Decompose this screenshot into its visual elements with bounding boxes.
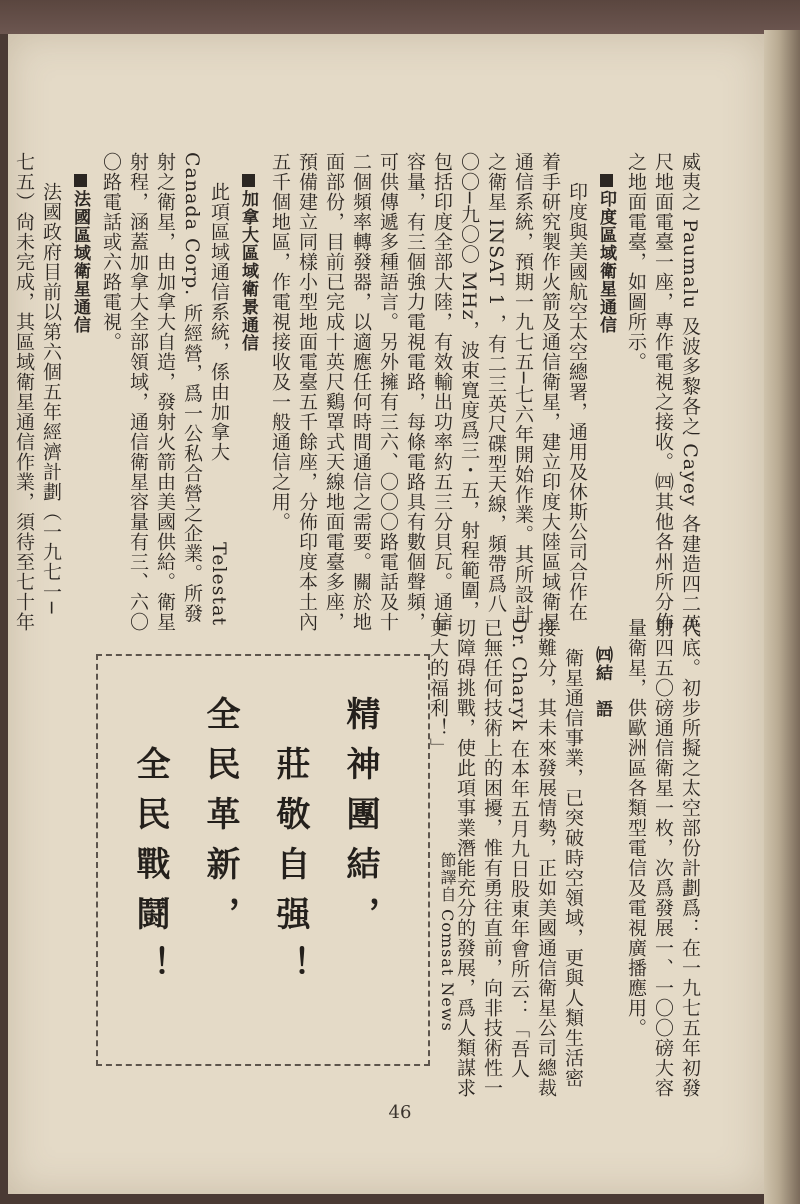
continued-col: 代底。初步所擬之太空部份計劃爲：在一九七五年初發 [679, 618, 701, 1098]
conclusion-col: Dr. Charyk 在本年五月九日股東年會所云：「吾人 [508, 618, 530, 1079]
canada-col: Canada Corp. 所經營，爲一公私合營之企業。所發 [181, 152, 203, 624]
india-col: 印度與美國航空太空總署，通用及休斯公司合作在 [566, 182, 588, 622]
india-col: 包括印度全部大陸，有效輸出功率約五三分貝瓦。通信 [431, 152, 453, 632]
conclusion-col: 已無任何技術上的困擾，惟有勇往直前，向非技術性一 [481, 618, 503, 1098]
heading-text: 加拿大區域衛景通信 [238, 190, 258, 352]
india-col: 可供傳遞多種語言。另外擁有三六、〇〇〇路電話及十 [377, 152, 399, 632]
continued-col: 射四五〇磅通信衛星一枚，次爲發展一、一〇〇磅大容 [652, 618, 674, 1098]
india-col: 之衛星 INSAT 1 ，有二三英尺碟型天線，頻帶爲八 [485, 152, 507, 614]
conclusion-col: 切障碍挑戰，使此項事業潛能充分的發展，爲人類謀求 [454, 618, 476, 1098]
india-col: 面部份，目前已完成十英尺鷄罩式天線地面電臺多座， [323, 152, 345, 632]
book-spine [764, 30, 800, 1204]
canada-col: 射程，涵蓋加拿大全部領域，通信衛星容量有三、六〇 [127, 152, 149, 632]
india-col: 着手研究製作火箭及通信衛星，建立印度大陸區域衛星 [539, 152, 561, 632]
canada-col: 此項區域通信系統，係由加拿大 Telestat [208, 182, 230, 627]
page-number: 46 [388, 1102, 412, 1123]
india-col: 預備建立同樣小型地面電臺五千餘座，分佈印度本土內 [296, 152, 318, 632]
india-col: 容量，有三個強力電視電路，每條電路具有數個聲頻， [404, 152, 426, 632]
heading-marker-icon [600, 174, 613, 187]
slogan-line: 全民戰鬪！ [130, 746, 170, 996]
section-heading-india [592, 174, 619, 334]
india-col: 二個頻率轉發器，以適應任何時間通信之需要。關於地 [350, 152, 372, 632]
conclusion-col: 更大的福利！」 [427, 618, 449, 758]
section-heading-conclusion: ㈣結 語 [592, 646, 612, 718]
text-column: 之地面電臺，如圖所示。 [625, 152, 647, 372]
slogan-line: 莊敬自强！ [270, 746, 310, 996]
section-heading-canada [234, 174, 261, 352]
india-col: 〇〇─九〇〇 MHz，波束寬度爲三・五，射程範圍， [458, 152, 480, 621]
canada-col: 射之衛星，由加拿大自造，發射火箭由美國供給。衛星 [154, 152, 176, 632]
france-col: 法國政府目前以第六個五年經濟計劃（一九七一─ [40, 182, 62, 615]
india-col: 通信系統，預期一九七五─七六年開始作業。其所設計 [512, 152, 534, 625]
book-cover-edge [0, 0, 800, 34]
slogan-line: 全民革新， [200, 696, 240, 946]
heading-marker-icon [74, 174, 87, 187]
slogan-box [96, 654, 430, 1066]
slogan-line: 精神團結， [340, 696, 380, 946]
section-heading-france [66, 174, 93, 334]
conclusion-col: 接難分，其未來發展情勢，正如美國通信衛星公司總裁 [535, 618, 557, 1098]
france-col: 七五）尙未完成，其區域衛星通信作業，須待至七十年 [13, 152, 35, 632]
book-page [8, 34, 764, 1194]
text-column: 尺地面電臺一座，專作電視之接收。㈣其他各州所分佈 [652, 152, 674, 632]
heading-text: 法國區域衛星通信 [70, 190, 90, 334]
text-column: 威夷之 Paumalu 及波多黎各之 Cayey 各建造四二英 [679, 152, 701, 634]
conclusion-col: 衛星通信事業，已突破時空領域，更與人類生活密 [562, 648, 584, 1088]
continued-col: 量衛星，供歐洲區各類型電信及電視廣播應用。 [625, 618, 647, 1038]
source-attribution: 節譯自 Comsat News [438, 852, 457, 1032]
india-col: 五千個地區，作電視接收及一般通信之用。 [269, 152, 291, 532]
heading-text: 印度區域衛星通信 [596, 190, 616, 334]
canada-col: 〇路電話或六路電視。 [100, 152, 122, 352]
heading-marker-icon [242, 174, 255, 187]
